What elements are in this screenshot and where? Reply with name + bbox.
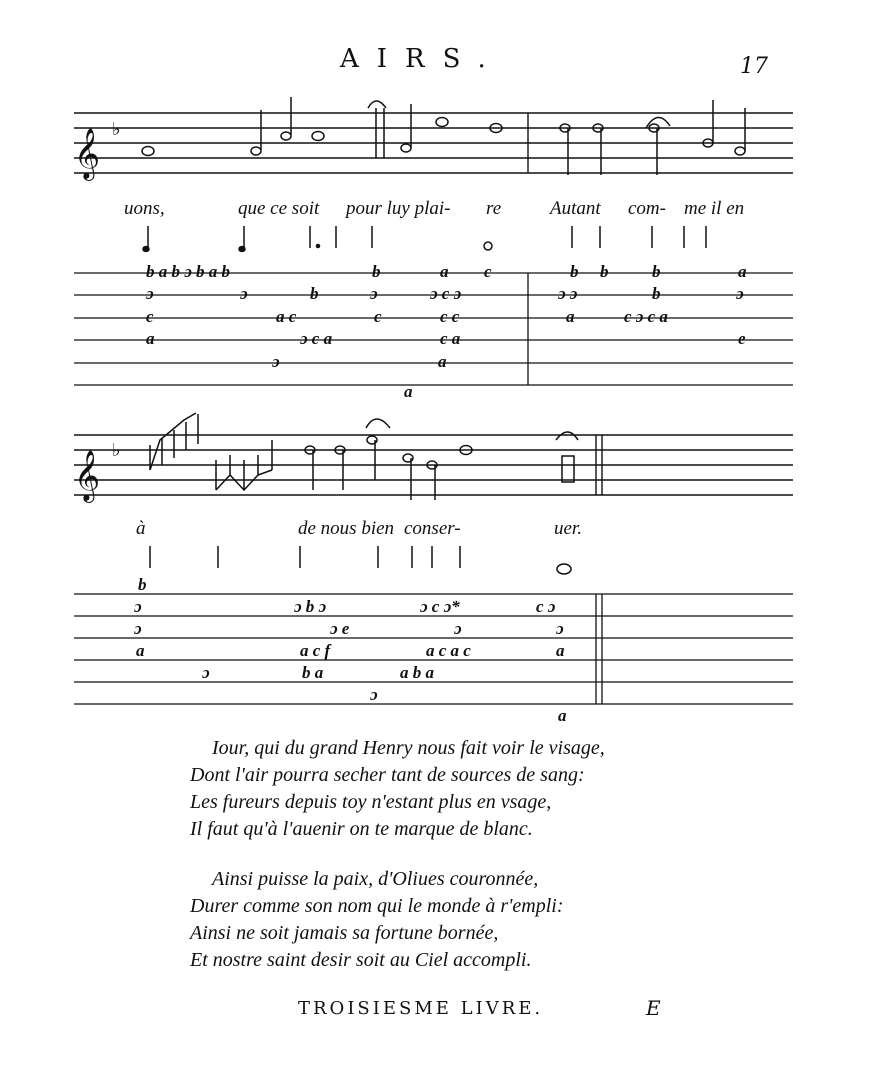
tab-letter: ɔ c ɔ bbox=[430, 284, 462, 303]
lyric-syllable: com- bbox=[628, 198, 666, 219]
tab-letter: ɔ bbox=[202, 663, 210, 682]
tab-letter: ɔ bbox=[240, 284, 248, 303]
svg-text:♭: ♭ bbox=[112, 440, 121, 461]
tab-row-1: b a b ɔ b a b bbox=[146, 262, 231, 281]
lyric-syllable: pour luy plai- bbox=[346, 198, 451, 219]
tab-letter: ɔ bbox=[134, 619, 142, 638]
staff-system-2 bbox=[74, 435, 793, 495]
lyric-syllable: me il en bbox=[684, 198, 745, 219]
lyric-syllable: re bbox=[486, 198, 502, 219]
tab-letter: c c bbox=[440, 307, 460, 326]
rhythm-flags-system-2 bbox=[150, 546, 571, 574]
svg-text:♭: ♭ bbox=[112, 119, 121, 140]
rhythm-flags-system-1 bbox=[143, 226, 706, 252]
poem-line: Les fureurs depuis toy n'estant plus en vsage, bbox=[190, 791, 552, 813]
clef-system-2 bbox=[74, 440, 121, 503]
lyric-syllable: uons, bbox=[124, 198, 165, 219]
poem-line: Ainsi ne soit jamais sa fortune bornée, bbox=[190, 922, 499, 944]
tab-letter: c bbox=[146, 307, 154, 326]
tab-letter: a c bbox=[276, 307, 297, 326]
tab-letter: ɔ bbox=[146, 284, 154, 303]
notes-system-2 bbox=[150, 413, 578, 500]
tab-letter-below: a bbox=[558, 706, 567, 725]
tab-letter: ɔ c ɔ* bbox=[420, 597, 460, 616]
tab-letter: b bbox=[310, 284, 319, 303]
tab-letter: a bbox=[146, 329, 155, 348]
clef-system-1 bbox=[74, 119, 121, 181]
lyric-syllable: que ce soit bbox=[238, 198, 320, 219]
staff-system-1 bbox=[74, 113, 793, 173]
tab-letter: a b a bbox=[400, 663, 434, 682]
tab-letter: ɔ c a bbox=[300, 329, 333, 348]
tab-letter: b bbox=[372, 262, 381, 281]
tab-letter: e bbox=[738, 329, 746, 348]
tab-letter: a bbox=[440, 262, 449, 281]
tab-letter: b bbox=[138, 575, 147, 594]
tab-letter: ɔ b ɔ bbox=[294, 597, 327, 616]
tab-letter: ɔ bbox=[736, 284, 744, 303]
tab-letter: c a bbox=[440, 329, 461, 348]
svg-text:𝄞: 𝄞 bbox=[74, 128, 101, 179]
poem-line: Il faut qu'à l'auenir on te marque de blanc. bbox=[190, 818, 533, 840]
tab-letter: a c f bbox=[300, 641, 331, 660]
signature-mark: E bbox=[646, 996, 661, 1020]
tab-letter: c ɔ bbox=[536, 597, 556, 616]
poem-stanza-1 bbox=[190, 735, 605, 843]
page-number: 17 bbox=[740, 54, 768, 79]
tab-letter: b bbox=[570, 262, 579, 281]
tab-letter: ɔ bbox=[370, 284, 378, 303]
tab-letter: c ɔ c a bbox=[624, 307, 668, 326]
tab-letter: b a bbox=[302, 663, 324, 682]
tab-letter: b bbox=[652, 262, 661, 281]
tab-letter: a bbox=[136, 641, 145, 660]
tab-letter: a bbox=[566, 307, 575, 326]
tab-letter: c bbox=[484, 262, 492, 281]
tab-letter: ɔ bbox=[556, 619, 564, 638]
lyric-syllable: à bbox=[136, 518, 146, 539]
lyric-syllable: Autant bbox=[550, 198, 601, 219]
lyric-syllable: de nous bien bbox=[298, 518, 395, 539]
tab-letter: ɔ bbox=[272, 352, 280, 371]
poem-line: Durer comme son nom qui le monde à r'empli: bbox=[190, 895, 564, 917]
tab-letter: ɔ e bbox=[330, 619, 350, 638]
tab-letter: ɔ bbox=[370, 685, 378, 704]
poem-line: Dont l'air pourra secher tant de sources de sang: bbox=[190, 764, 585, 786]
tab-letter-below: a bbox=[404, 382, 413, 401]
tab-letter: b bbox=[652, 284, 661, 303]
tab-letter: a bbox=[438, 352, 447, 371]
tab-letter: ɔ ɔ bbox=[558, 284, 578, 303]
tab-letter: c bbox=[374, 307, 382, 326]
poem-line: Ainsi puisse la paix, d'Oliues couronnée, bbox=[212, 868, 539, 890]
poem-stanza-2 bbox=[190, 866, 563, 974]
tab-letter: b bbox=[600, 262, 609, 281]
tab-letter: ɔ bbox=[134, 597, 142, 616]
tab-letter: a bbox=[738, 262, 747, 281]
poem-line: Iour, qui du grand Henry nous fait voir le visage, bbox=[212, 737, 605, 759]
book-title: TROISIESME LIVRE. bbox=[298, 998, 544, 1019]
tab-letter: ɔ bbox=[454, 619, 462, 638]
svg-text:𝄞: 𝄞 bbox=[74, 450, 101, 501]
poem-line: Et nostre saint desir soit au Ciel accompli. bbox=[190, 949, 532, 971]
tab-letter: a bbox=[556, 641, 565, 660]
running-title: AIRS. bbox=[340, 44, 504, 74]
lyric-syllable: uer. bbox=[554, 518, 582, 539]
lyric-syllable: conser- bbox=[404, 518, 461, 539]
notes-system-1 bbox=[142, 97, 745, 175]
tab-letter: a c a c bbox=[426, 641, 471, 660]
